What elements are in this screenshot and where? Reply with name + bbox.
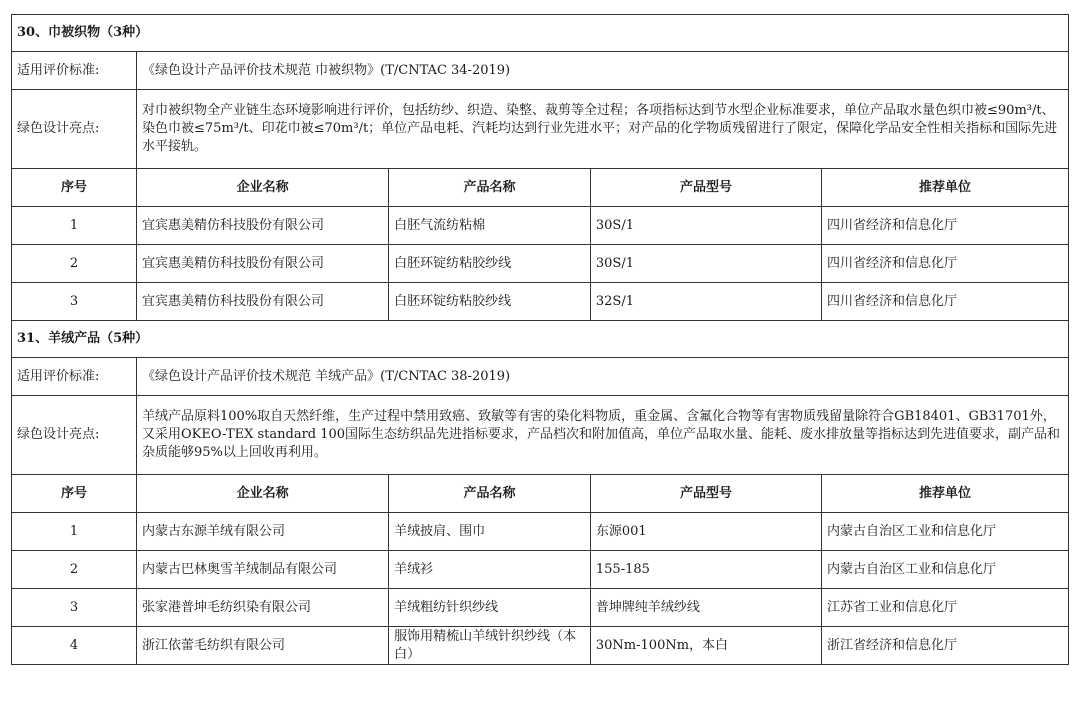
cell-model: 30S/1 — [590, 245, 821, 283]
header-no: 序号 — [12, 169, 137, 207]
table-row — [12, 551, 1069, 589]
cell-no: 2 — [12, 551, 137, 589]
cell-model: 30Nm-100Nm，本白 — [590, 627, 821, 665]
cell-no: 3 — [12, 283, 137, 321]
table-row — [12, 513, 1069, 551]
cell-product: 白胚环锭纺粘胶纱线 — [389, 283, 591, 321]
header-enterprise: 企业名称 — [137, 169, 389, 207]
header-enterprise: 企业名称 — [137, 475, 389, 513]
cell-no: 1 — [12, 513, 137, 551]
cell-product: 白胚环锭纺粘胶纱线 — [389, 245, 591, 283]
cell-no: 3 — [12, 589, 137, 627]
standard-text: 《绿色设计产品评价技术规范 羊绒产品》(T/CNTAC 38-2019) — [137, 358, 1069, 396]
section-31 — [12, 321, 1069, 665]
header-model: 产品型号 — [590, 169, 821, 207]
table-row — [12, 627, 1069, 665]
table-row — [12, 283, 1069, 321]
cell-no: 2 — [12, 245, 137, 283]
standard-label: 适用评价标准: — [12, 358, 137, 396]
cell-recommender: 浙江省经济和信息化厅 — [822, 627, 1069, 665]
cell-enterprise: 宜宾惠美精仿科技股份有限公司 — [137, 245, 389, 283]
highlights-text: 羊绒产品原料100%取自天然纤维，生产过程中禁用致癌、致敏等有害的染化料物质，重金属、含氟化合物等有害物质残留量除符合GB18401、GB31701外，又采用OKEO-TEX standard 100国际生态纺织品先进指标要求，产品档次和附加值高，单位产品取水量、能耗、废水排放量等指标达到先进值要求，副产品和杂质能够95%以上回收再利用。 — [137, 396, 1069, 475]
cell-product: 白胚气流纺粘棉 — [389, 207, 591, 245]
header-model: 产品型号 — [590, 475, 821, 513]
cell-enterprise: 宜宾惠美精仿科技股份有限公司 — [137, 283, 389, 321]
cell-product: 羊绒粗纺针织纱线 — [389, 589, 591, 627]
cell-model: 30S/1 — [590, 207, 821, 245]
cell-no: 1 — [12, 207, 137, 245]
standard-text: 《绿色设计产品评价技术规范 巾被织物》(T/CNTAC 34-2019) — [137, 52, 1069, 90]
highlights-label: 绿色设计亮点: — [12, 90, 137, 169]
cell-enterprise: 内蒙古东源羊绒有限公司 — [137, 513, 389, 551]
cell-recommender: 江苏省工业和信息化厅 — [822, 589, 1069, 627]
section-30 — [12, 15, 1069, 321]
cell-recommender: 四川省经济和信息化厅 — [822, 283, 1069, 321]
cell-recommender: 内蒙古自治区工业和信息化厅 — [822, 551, 1069, 589]
section-title: 30、巾被织物（3种） — [12, 15, 1069, 52]
header-recommender: 推荐单位 — [822, 475, 1069, 513]
header-recommender: 推荐单位 — [822, 169, 1069, 207]
cell-recommender: 四川省经济和信息化厅 — [822, 245, 1069, 283]
table-row — [12, 207, 1069, 245]
standard-label: 适用评价标准: — [12, 52, 137, 90]
table-row — [12, 589, 1069, 627]
cell-recommender: 四川省经济和信息化厅 — [822, 207, 1069, 245]
highlights-text: 对巾被织物全产业链生态环境影响进行评价，包括纺纱、织造、染整、裁剪等全过程；各项指标达到节水型企业标准要求，单位产品取水量色织巾被≤90m³/t、染色巾被≤75m³/t、印花巾被≤70m³/t；单位产品电耗、汽耗均达到行业先进水平；对产品的化学物质残留进行了限定，保障化学品安全性相关指标和国际先进水平接轨。 — [137, 90, 1069, 169]
highlights-label: 绿色设计亮点: — [12, 396, 137, 475]
section-title: 31、羊绒产品（5种） — [12, 321, 1069, 358]
header-product: 产品名称 — [389, 169, 591, 207]
cell-model: 155-185 — [590, 551, 821, 589]
header-no: 序号 — [12, 475, 137, 513]
cell-enterprise: 浙江依蕾毛纺织有限公司 — [137, 627, 389, 665]
cell-recommender: 内蒙古自治区工业和信息化厅 — [822, 513, 1069, 551]
cell-enterprise: 宜宾惠美精仿科技股份有限公司 — [137, 207, 389, 245]
cell-model: 普坤牌纯羊绒纱线 — [590, 589, 821, 627]
cell-enterprise: 内蒙古巴林奥雪羊绒制品有限公司 — [137, 551, 389, 589]
cell-model: 32S/1 — [590, 283, 821, 321]
table-row — [12, 245, 1069, 283]
cell-enterprise: 张家港普坤毛纺织染有限公司 — [137, 589, 389, 627]
header-product: 产品名称 — [389, 475, 591, 513]
cell-no: 4 — [12, 627, 137, 665]
cell-product: 羊绒衫 — [389, 551, 591, 589]
document-table — [11, 14, 1069, 665]
cell-product: 羊绒披肩、围巾 — [389, 513, 591, 551]
cell-model: 东源001 — [590, 513, 821, 551]
cell-product: 服饰用精梳山羊绒针织纱线（本白） — [389, 627, 591, 665]
